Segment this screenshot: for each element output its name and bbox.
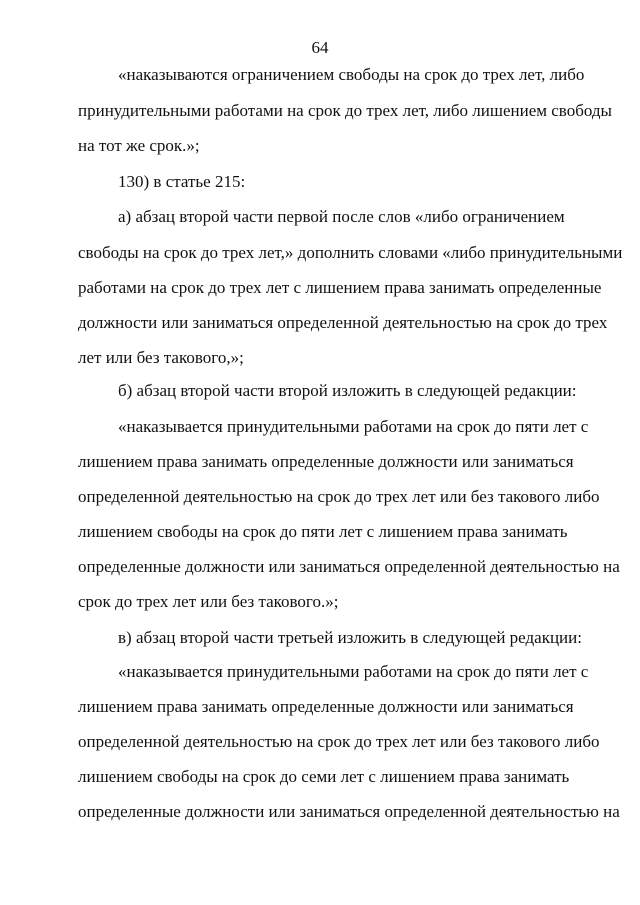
page-number: 64 — [311, 38, 329, 57]
text-line: свободы на срок до трех лет,» дополнить словами «либо принудительными — [78, 243, 623, 262]
text-line: лет или без такового,»; — [78, 348, 244, 367]
text-line: определенные должности или заниматься определенной деятельностью на — [78, 557, 620, 576]
text-line: 130) в статье 215: — [118, 172, 246, 191]
text-line: должности или заниматься определенной деятельностью на срок до трех — [78, 313, 608, 332]
text-line: срок до трех лет или без такового.»; — [78, 592, 339, 611]
text-line: б) абзац второй части второй изложить в следующей редакции: — [118, 381, 577, 400]
text-line: принудительными работами на срок до трех лет, либо лишением свободы — [78, 101, 612, 120]
text-line: определенной деятельностью на срок до трех лет или без такового либо — [78, 487, 600, 506]
text-line: лишением права занимать определенные должности или заниматься — [78, 697, 574, 716]
text-line: лишением права занимать определенные должности или заниматься — [78, 452, 574, 471]
text-line: «наказываются ограничением свободы на срок до трех лет, либо — [118, 65, 585, 84]
text-line: на тот же срок.»; — [78, 136, 200, 155]
text-line: «наказывается принудительными работами на срок до пяти лет с — [118, 662, 589, 681]
text-line: определенной деятельностью на срок до трех лет или без такового либо — [78, 732, 600, 751]
text-line: лишением свободы на срок до пяти лет с лишением права занимать — [78, 522, 568, 541]
text-line: работами на срок до трех лет с лишением права занимать определенные — [78, 278, 602, 297]
text-line: определенные должности или заниматься определенной деятельностью на — [78, 802, 620, 821]
text-line: лишением свободы на срок до семи лет с лишением права занимать — [78, 767, 570, 786]
text-line: в) абзац второй части третьей изложить в следующей редакции: — [118, 628, 582, 647]
text-line: а) абзац второй части первой после слов «либо ограничением — [118, 207, 565, 226]
text-line: «наказывается принудительными работами на срок до пяти лет с — [118, 417, 589, 436]
